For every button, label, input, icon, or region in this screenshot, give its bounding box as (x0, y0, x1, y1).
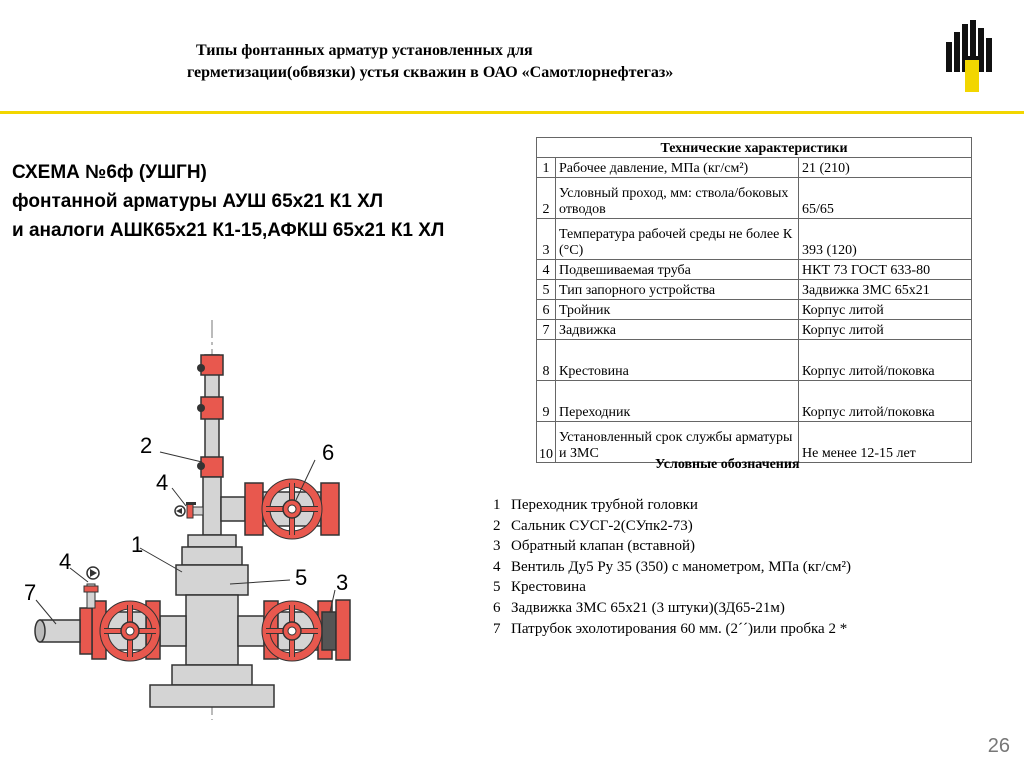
legend-item-text: Задвижка ЗМС 65х21 (3 штуки)(ЗД65-21м) (511, 599, 785, 616)
legend-title: Условные обозначения (655, 457, 800, 472)
legend-item (493, 557, 851, 578)
spec-row-num: 7 (537, 320, 556, 340)
legend-item-num: 2 (493, 517, 501, 534)
scheme-title (12, 158, 444, 245)
callout-4-upper: 4 (156, 470, 169, 495)
legend-item (493, 598, 851, 619)
tubing-head-adapter (182, 547, 242, 565)
legend-item-text: Вентиль Ду5 Ру 35 (350) с манометром, МПа (кг/см²) (511, 558, 852, 575)
spec-row-value: 21 (210) (799, 158, 972, 178)
flange (245, 483, 263, 535)
spec-row-param: Установленный срок службы арматуры и ЗМС (556, 422, 799, 463)
spec-row-num: 3 (537, 219, 556, 260)
spec-row-value: 65/65 (799, 178, 972, 219)
spec-row-num: 4 (537, 260, 556, 280)
callout-4-lower: 4 (59, 549, 72, 574)
spec-table-header: Технические характеристики (537, 138, 972, 158)
legend-item-num: 5 (493, 579, 501, 596)
spec-row-num: 8 (537, 340, 556, 381)
spec-table (536, 137, 972, 463)
legend-item-num: 1 (493, 497, 501, 513)
valve-handwheel (266, 605, 318, 657)
spec-row-param: Рабочее давление, МПа (кг/см²) (556, 158, 799, 178)
legend-item (493, 536, 851, 557)
check-valve (322, 612, 336, 650)
spec-row-num: 1 (537, 158, 556, 178)
spec-row-param: Тройник (556, 300, 799, 320)
scheme-title-line2: фонтанной арматуры АУШ 65х21 К1 ХЛ (12, 191, 384, 212)
spec-row-param: Условный проход, мм: ствола/боковых отводов (556, 178, 799, 219)
slide-title-line2: герметизации(обвязки) устья скважин в ОАО «Самотлорнефтегаз» (187, 64, 674, 81)
callout-2: 2 (140, 433, 153, 458)
legend-item-text: Обратный клапан (вставной) (511, 538, 696, 555)
spec-row-param: Подвешиваемая труба (556, 260, 799, 280)
spec-row-value: Корпус литой (799, 320, 972, 340)
tee (203, 477, 221, 535)
spec-row-num: 10 (537, 422, 556, 463)
spec-row-value: Задвижка ЗМС 65х21 (799, 280, 972, 300)
flange (321, 483, 339, 535)
spec-row-num: 2 (537, 178, 556, 219)
callout-6: 6 (322, 440, 335, 465)
company-logo (942, 18, 1002, 94)
spec-row-value: Не менее 12-15 лет (799, 422, 972, 463)
spec-row-value: НКТ 73 ГОСТ 633-80 (799, 260, 972, 280)
callout-3: 3 (336, 570, 349, 595)
slide-title-line1: Типы фонтанных арматур установленных для (196, 42, 533, 59)
spec-row-param: Переходник (556, 381, 799, 422)
coupling (201, 355, 223, 375)
spec-row-value: Корпус литой/поковка (799, 381, 972, 422)
scheme-title-line1: СХЕМА №6ф (УШГН) (12, 162, 207, 183)
spec-row-value: Корпус литой/поковка (799, 340, 972, 381)
legend-list (493, 495, 851, 639)
spec-row-num: 6 (537, 300, 556, 320)
legend-item-text: Сальник СУСГ-2(СУпк2-73) (511, 517, 693, 534)
legend-item-text: Переходник трубной головки (511, 497, 698, 513)
legend-item-num: 3 (493, 538, 501, 555)
spec-row-param: Задвижка (556, 320, 799, 340)
legend-item-num: 7 (493, 620, 501, 637)
spec-row-param: Температура рабочей среды не более К (°С) (556, 219, 799, 260)
bottom-flange (150, 685, 274, 707)
valve-handwheel (104, 605, 156, 657)
spec-row-num: 9 (537, 381, 556, 422)
legend-item-num: 6 (493, 599, 501, 616)
cross-body (186, 595, 238, 665)
legend-item (493, 495, 851, 516)
legend-item-text: Крестовина (511, 579, 586, 596)
scheme-title-line3: и аналоги АШК65х21 К1-15,АФКШ 65х21 К1 ХЛ (12, 220, 445, 241)
legend-item (493, 577, 851, 598)
echo-pipe (40, 620, 80, 642)
callout-1: 1 (131, 532, 144, 557)
spec-row-value: Корпус литой (799, 300, 972, 320)
header-divider (0, 111, 1024, 114)
spec-row-num: 5 (537, 280, 556, 300)
legend-item-num: 4 (493, 558, 501, 575)
valve-handwheel (266, 483, 318, 535)
wellhead-diagram (0, 300, 380, 730)
legend-item-text: Патрубок эхолотирования 60 мм. (2´´)или пробка 2 * (511, 620, 848, 637)
legend-item (493, 619, 851, 640)
callout-7: 7 (24, 580, 37, 605)
legend-item (493, 516, 851, 537)
spec-row-param: Тип запорного устройства (556, 280, 799, 300)
spec-row-param: Крестовина (556, 340, 799, 381)
page-number: 26 (987, 735, 1010, 757)
spec-row-value: 393 (120) (799, 219, 972, 260)
callout-5: 5 (295, 565, 308, 590)
